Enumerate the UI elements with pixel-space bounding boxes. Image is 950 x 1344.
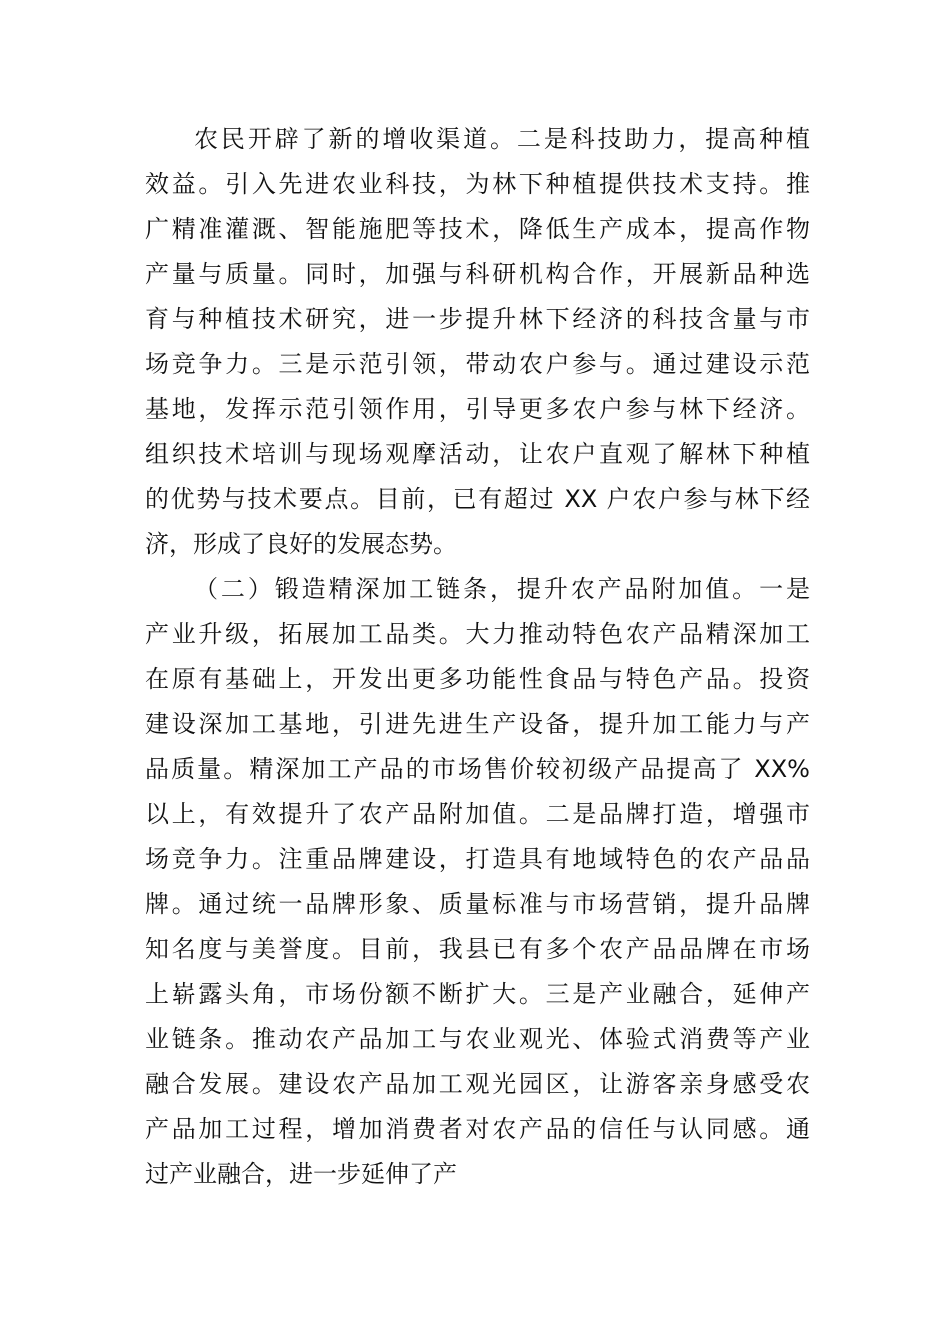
text-line: 的优势与技术要点。目前，已有超过 XX 户农户参与林下经	[145, 485, 810, 513]
text-line: 场竞争力。注重品牌建设，打造具有地域特色的农产品品	[145, 845, 810, 873]
text-line: 产品加工过程，增加消费者对农产品的信任与认同感。通	[145, 1115, 810, 1143]
text-line: 品质量。精深加工产品的市场售价较初级产品提高了 XX%	[145, 755, 810, 783]
text-line: 融合发展。建设农产品加工观光园区，让游客亲身感受农	[145, 1070, 810, 1098]
text-line: 产量与质量。同时，加强与科研机构合作，开展新品种选	[145, 260, 810, 288]
text-line: 业链条。推动农产品加工与农业观光、体验式消费等产业	[145, 1025, 810, 1053]
text-line: 组织技术培训与现场观摩活动，让农户直观了解林下种植	[145, 440, 810, 468]
text-line: 产业升级，拓展加工品类。大力推动特色农产品精深加工	[145, 620, 810, 648]
text-line: 基地，发挥示范引领作用，引导更多农户参与林下经济。	[145, 395, 810, 423]
text-line: 建设深加工基地，引进先进生产设备，提升加工能力与产	[145, 710, 810, 738]
text-line: 效益。引入先进农业科技，为林下种植提供技术支持。推	[145, 170, 810, 198]
text-line: 济，形成了良好的发展态势。	[145, 530, 457, 558]
text-line: 以上，有效提升了农产品附加值。二是品牌打造，增强市	[145, 800, 810, 828]
text-line: 农民开辟了新的增收渠道。二是科技助力，提高种植	[194, 125, 810, 153]
text-line: 场竞争力。三是示范引领，带动农户参与。通过建设示范	[145, 350, 810, 378]
text-line: 在原有基础上，开发出更多功能性食品与特色产品。投资	[145, 665, 810, 693]
text-line: 牌。通过统一品牌形象、质量标准与市场营销，提升品牌	[145, 890, 810, 918]
text-line: 过产业融合，进一步延伸了产	[145, 1160, 457, 1188]
text-line: 知名度与美誉度。目前，我县已有多个农产品品牌在市场	[145, 935, 810, 963]
text-line: 上崭露头角，市场份额不断扩大。三是产业融合，延伸产	[145, 980, 810, 1008]
text-line: 广精准灌溉、智能施肥等技术，降低生产成本，提高作物	[145, 215, 810, 243]
text-line: 育与种植技术研究，进一步提升林下经济的科技含量与市	[145, 305, 810, 333]
section-heading-line: （二）锻造精深加工链条，提升农产品附加值。一是	[194, 575, 810, 603]
